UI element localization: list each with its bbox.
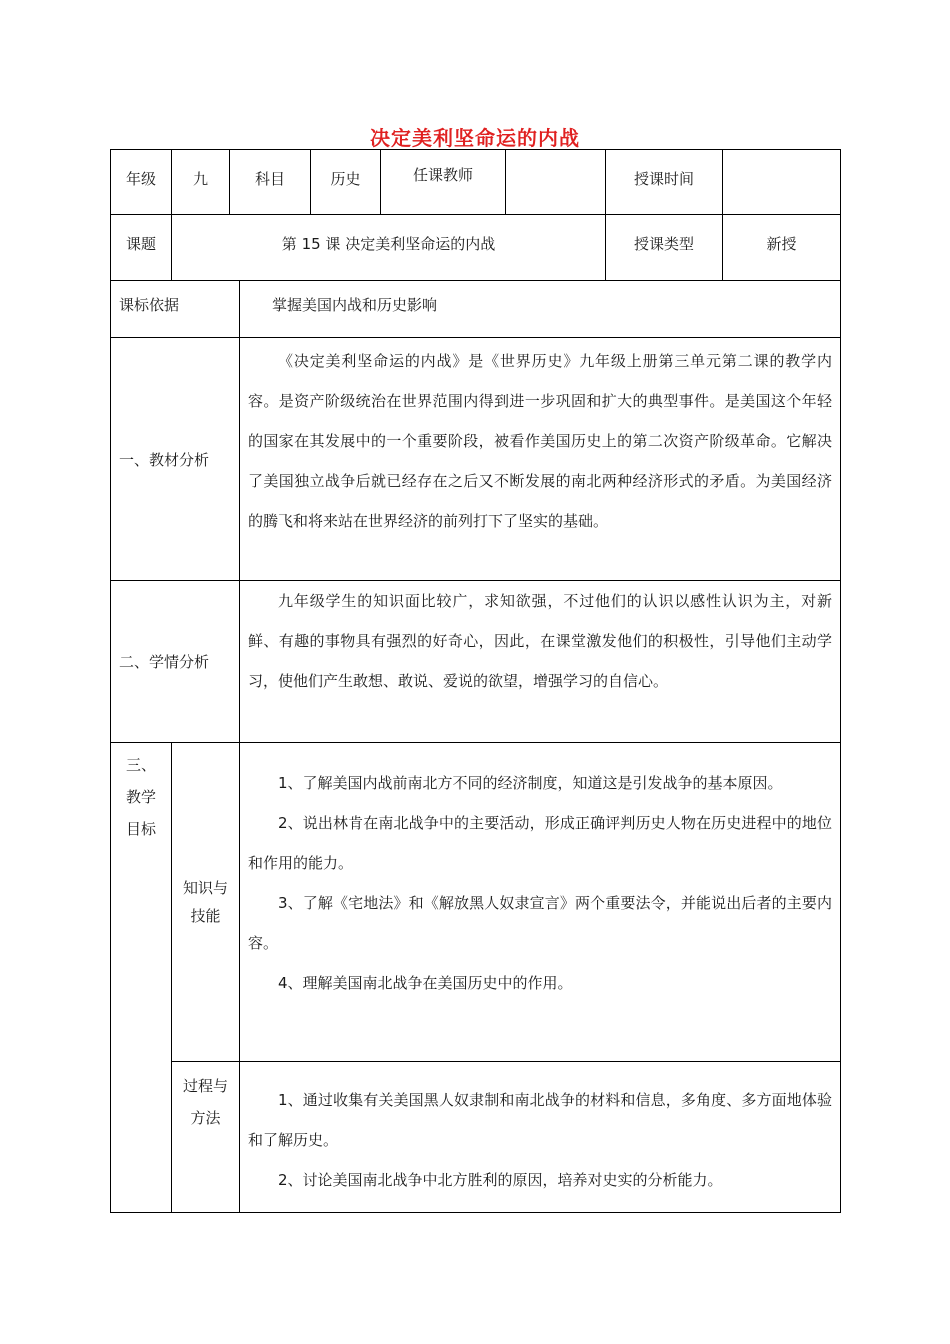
- objectives-label-line3: 目标: [125, 820, 156, 838]
- knowledge-row: [111, 743, 841, 1062]
- teacher-label: 任课教师: [381, 150, 506, 215]
- objectives-label: [111, 743, 172, 1213]
- process-label-line2: 方法: [190, 1109, 221, 1127]
- lesson-type-value: 新授: [723, 215, 841, 281]
- topic-row: [111, 215, 841, 281]
- subject-label: 科目: [230, 150, 311, 215]
- students-row: [111, 581, 841, 743]
- process-row: [111, 1062, 841, 1213]
- knowledge-item: 2、说出林肯在南北战争中的主要活动，形成正确评判历史人物在历史进程中的地位和作用的能力。: [248, 814, 833, 872]
- textbook-analysis-text: 《决定美利坚命运的内战》是《世界历史》九年级上册第三单元第二课的教学内容。是资产阶级统治在世界范围内得到进一步巩固和扩大的典型事件。是美国这个年轻的国家在其发展中的一个重要阶段，被看作美国历史上的第二次资产阶级革命。它解决了美国独立战争后就已经存在之后又不断发展的南北两种经济形式的矛盾。为美国经济的腾飞和将来站在世界经济的前列打下了坚实的基础。: [248, 352, 833, 530]
- subject-value: 历史: [311, 150, 381, 215]
- students-analysis-text: 九年级学生的知识面比较广，求知欲强，不过他们的认识以感性认识为主，对新鲜、有趣的事物具有强烈的好奇心，因此，在课堂激发他们的积极性，引导他们主动学习，使他们产生敢想、敢说、爱说的欲望，增强学习的自信心。: [248, 592, 833, 690]
- grade-label: 年级: [111, 150, 172, 215]
- teacher-value: [506, 150, 606, 215]
- textbook-row: [111, 338, 841, 581]
- students-label: 二、学情分析: [111, 581, 240, 743]
- process-item: 2、讨论美国南北战争中北方胜利的原因，培养对史实的分析能力。: [278, 1171, 723, 1189]
- standard-row: [111, 281, 841, 338]
- knowledge-label-line2: 技能: [190, 907, 221, 925]
- document-title: 决定美利坚命运的内战: [370, 126, 580, 150]
- time-label: 授课时间: [606, 150, 723, 215]
- process-item: 1、通过收集有关美国黑人奴隶制和南北战争的材料和信息，多角度、多方面地体验和了解历史。: [248, 1091, 833, 1149]
- topic-value: 第 15 课 决定美利坚命运的内战: [172, 215, 606, 281]
- header-row: [111, 150, 841, 215]
- knowledge-label: [172, 743, 240, 1062]
- objectives-label-line1: 三、: [125, 756, 156, 774]
- objectives-label-line2: 教学: [125, 788, 156, 806]
- grade-value: 九: [172, 150, 230, 215]
- knowledge-item: 1、了解美国内战前南北方不同的经济制度，知道这是引发战争的基本原因。: [278, 774, 783, 792]
- standard-label: 课标依据: [111, 281, 240, 338]
- lesson-plan-table: [110, 149, 841, 1213]
- process-label: [172, 1062, 240, 1213]
- knowledge-item: 3、了解《宅地法》和《解放黑人奴隶宣言》两个重要法令，并能说出后者的主要内容。: [248, 894, 833, 952]
- lesson-type-label: 授课类型: [606, 215, 723, 281]
- time-value: [723, 150, 841, 215]
- textbook-label: 一、教材分析: [111, 338, 240, 581]
- process-label-line1: 过程与: [182, 1077, 228, 1095]
- standard-value: 掌握美国内战和历史影响: [240, 281, 841, 338]
- knowledge-item: 4、理解美国南北战争在美国历史中的作用。: [278, 974, 573, 992]
- knowledge-label-line1: 知识与: [182, 879, 228, 897]
- topic-label: 课题: [111, 215, 172, 281]
